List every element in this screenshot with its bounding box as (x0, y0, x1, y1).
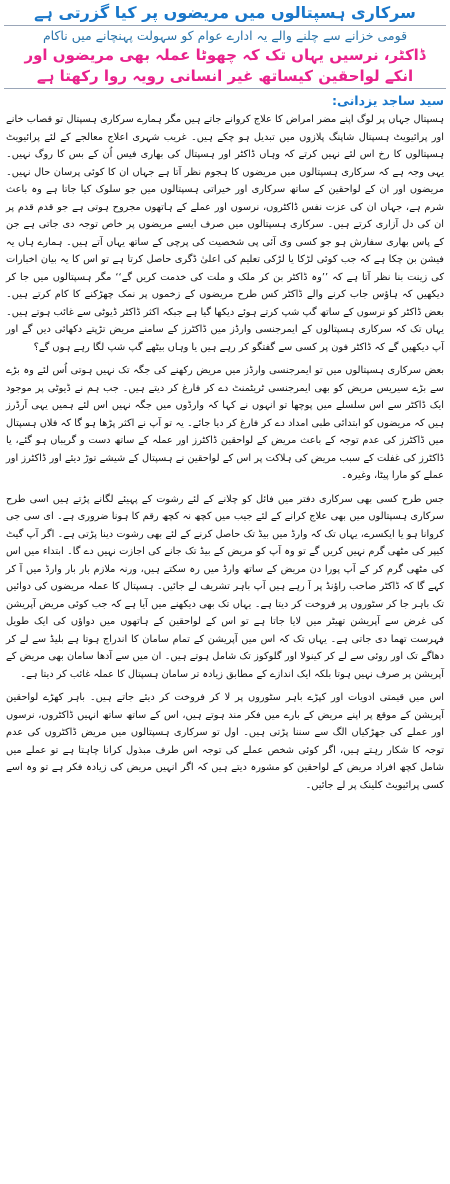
headline-title: سرکاری ہسپتالوں میں مریضوں پر کیا گزرتی ہے (34, 3, 416, 22)
divider (4, 25, 446, 26)
paragraph: ہسپتال جہاں پر لوگ اپنے مضر امراض کا علاج کروانے جاتے ہیں مگر ہمارے سرکاری ہسپتال تو قصاب خانے اور پرائیویٹ ہسپتال شاپنگ پلازوں میں تبدیل ہو چکے ہیں۔ غریب شہری اعلاج معالجے کے لئے پرائیویٹ ہسپتالوں کا رخ اس لئے نہیں کرتے کہ وہاں ڈاکٹر اور ہسپتال کی بھاری فیس اُن کے بس کا روگ نہیں۔ یہی وجہ ہے کہ سرکاری ہسپتالوں میں مریضوں کا ہجوم نظر آتا ہے جہاں ان کا کوئی پرسان حال نہیں۔ مریضوں اور ان کے لواحقین کے ساتھ سرکاری اور خیراتی ہسپتالوں میں جو سلوک کیا جاتا ہے وہ باعث شرم ہے، جہاں ان کی عزت نفس ڈاکٹروں، نرسوں اور عملے کے ہاتھوں مجروح ہوتی ہے جو قدم قدم پر ان کی دل آزاری کرتے ہیں۔ سرکاری ہسپتالوں میں صرف ایسے مریضوں پر خاص توجہ دی جاتی ہے جن کے پاس بھاری سفارش ہو جو کسی وی آئی پی شخصیت کی پرچی کے ساتھ یہاں آتے ہیں۔ ہمارے ہاں یہ فیشن بن چکا ہے کہ جب کوئی لڑکا یا لڑکی تعلیم کی اعلیٰ ڈگری حاصل کرتا ہے تو اس کا یہ بیان اخبارات کی زینت بنا نظر آتا ہے کہ ’’وہ ڈاکٹر بن کر ملک و ملت کی خدمت کریں گے‘‘ مگر ہسپتالوں میں جا کر دیکھیں کہ ہاؤس جاب کرنے والے ڈاکٹر کس طرح مریضوں کے زخموں پر نمک چھڑکنے کا کام کرتے ہیں۔ بعض ڈاکٹر کو نرسوں کے ساتھ گپ شپ کرتے ہوئے دیکھا گیا ہے جبکہ اکثر ڈاکٹر ڈیوٹی سے غائب ہوتے ہیں۔ یہاں تک کہ سرکاری ہسپتالوں کے ایمرجنسی وارڈز میں ڈاکٹرز کے سامنے مریض تڑپتے دکھائی دیں گے اور آپ دیکھیں گے کہ ڈاکٹر فون پر کسی سے گفتگو کر رہے ہیں یا وہاں بیٹھے گپ شپ لگا رہے ہوں گے؟ (6, 114, 444, 353)
article-body (4, 111, 446, 794)
headline-highlight-2: انکے لواحقین کیساتھ غیر انسانی رویہ روا رکھتا ہے (36, 67, 414, 85)
byline: سید ساجد یزدانی: (331, 93, 444, 108)
headline-subtitle: قومی خزانے سے چلنے والے یہ ادارے عوام کو سہولت پہنچانے میں ناکام (42, 28, 408, 43)
divider (4, 88, 446, 89)
paragraph: بعض سرکاری ہسپتالوں میں تو ایمرجنسی وارڈز میں مریض رکھنے کی جگہ تک نہیں ہوتی اُس لئے وہ بڑے سے بڑے سیریس مریض کو بھی ایمرجنسی ٹریٹمنٹ دے کر فارغ کر دیتے ہیں۔ جب ہم نے ڈیوٹی پر موجود ایک ڈاکٹر سے اس سلسلے میں پوچھا تو انہوں نے کہا کہ وارڈوں میں جگہ نہیں اس لئے ہمیں یہی آرڈرز ہیں کہ مریضوں کو ابتدائی طبی امداد دے کر فارغ کر دیا جائے۔ یہ تو آپ نے اکثر پڑھا ہو گا کہ فلاں ہسپتال میں ڈاکٹرز کی عدم توجہ کے باعث مریض کے لواحقین ڈاکٹرز اور عملہ کے ساتھ دست و گریباں ہو گئے، یا ڈاکٹرز کی غفلت کے سبب مریض کی ہلاکت پر اس کے لواحقین نے ہسپتال کے شیشے توڑ دیئے اور ڈاکٹرز اور عملے کو مارا پیٹا، وغیرہ۔ (6, 365, 444, 481)
headline-highlight-1: ڈاکٹر، نرسیں یہاں تک کہ چھوٹا عملہ بھی مریضوں اور (24, 46, 426, 64)
paragraph: اس میں قیمتی ادویات اور کپڑے باہر سٹوروں پر لا کر فروخت کر دیئے جاتے ہیں۔ باہر کھڑے لواحقین آپریشن کے موقع پر اپنے مریض کے بارے میں فکر مند ہوتے ہیں، اس کے ساتھ ساتھ انہیں ڈاکٹروں، نرسوں اور عملے کی جھڑکیاں الگ سے سننا پڑتی ہیں۔ اول تو سرکاری ہسپتالوں میں مریض ڈاکٹروں کی عدم توجہ کا شکار رہتے ہیں، اگر کوئی شخص عملے کی توجہ اس طرف مبذول کرانا چاہتا ہے تو عملے میں شامل کچھ افراد مریض کے لواحقین کو مشورہ دیتے ہیں کہ اگر انہیں مریض کی زیادہ فکر ہے تو وہ اسے کسی پرائیویٹ کلینک پر لے جائیں۔ (6, 692, 444, 791)
paragraph: جس طرح کسی بھی سرکاری دفتر میں فائل کو چلانے کے لئے رشوت کے پہیئے لگانے پڑتے ہیں اسی طرح سرکاری ہسپتالوں میں بھی علاج کرانے کے لئے جیب میں کچھ نہ کچھ رقم کا ہونا ضروری ہے۔ ای سی جی کروانا ہو یا ایکسرے، یہاں تک کہ وارڈ میں بیڈ تک حاصل کرنے کے لئے بھی رشوت دینا پڑتی ہے۔ اگر آپ گیٹ کیپر کی مٹھی گرم نہیں کریں گے تو وہ آپ کو مریض کے بیڈ تک جانے کی اجازت نہیں دے گا۔ ابتداء میں اس کی مٹھی گرم کر کے آپ پورا دن مریض کے ساتھ وارڈ میں رہ سکتے ہیں، ورنہ ملازم بار بار وارڈ میں آ کر کہے گا کہ ڈاکٹر صاحب راؤنڈ پر آ رہے ہیں آپ باہر تشریف لے جائیں۔ ہسپتال کا عملہ مریضوں کی دوائیں تک باہر جا کر سٹوروں پر فروخت کر دیتا ہے۔ یہاں تک بھی دیکھنے میں آیا ہے کہ جب کوئی مریض آپریشن کی غرض سے آپریشن تھیٹر میں لایا جاتا ہے تو اس کے لواحقین کے ہاتھوں میں دواؤں کی ایک طویل فہرست تھما دی جاتی ہے۔ یہاں تک کہ اس میں آپریشن کے تمام سامان کا اندراج ہوتا ہے بلیڈ سے لے کر دھاگے تک اور روئی سے لے کر کینولا اور گلوکوز تک شامل ہوتے ہیں۔ ان میں سے آدھا سامان بھی مریض کے آپریشن پر صرف نہیں ہوتا بلکہ ایک اندازے کے مطابق زیادہ تر سامان ہسپتال کا عملہ غائب کر دیتا ہے۔ (6, 493, 444, 680)
